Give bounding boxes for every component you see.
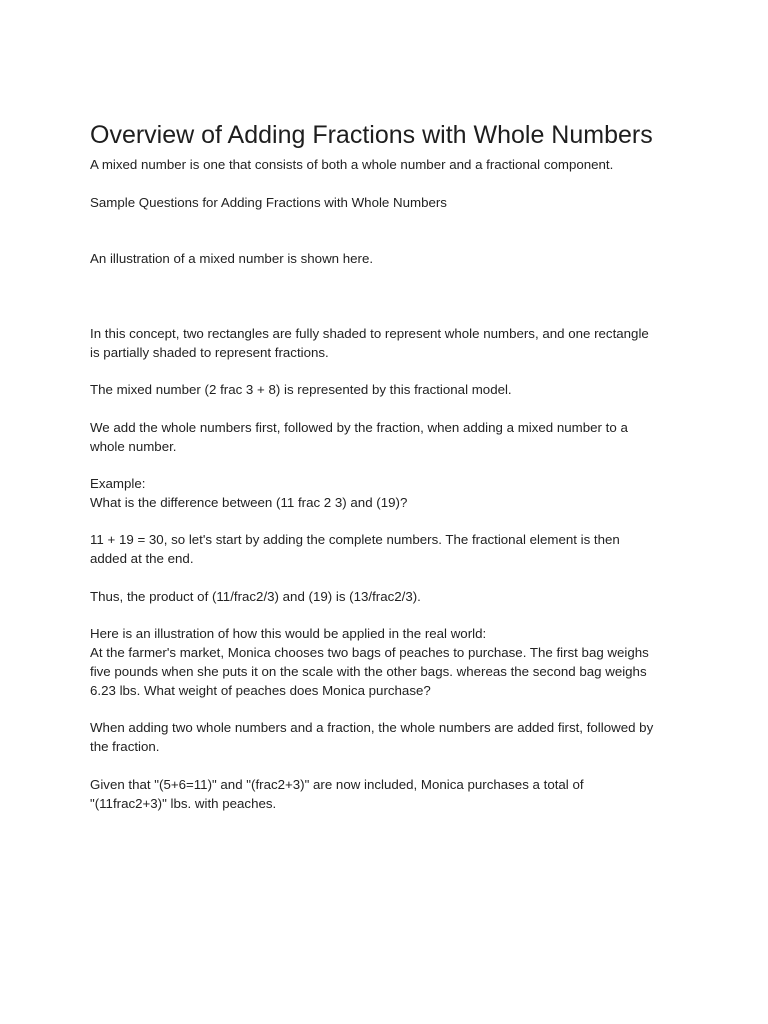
intro-text: A mixed number is one that consists of both a whole number and a fractional component. [90,157,614,172]
realworld-line-1: At the farmer's market, Monica chooses two bags of peaches to purchase. The first bag weighs [90,645,649,660]
illustration-note: An illustration of a mixed number is shown here. [90,251,374,266]
step-line-2: added at the end. [90,551,194,566]
concept-line-2: is partially shaded to represent fractions. [90,345,329,360]
method-line-1: We add the whole numbers first, followed by the fraction, when adding a mixed number to a [90,420,628,435]
example-question: What is the difference between (11 frac 2 3) and (19)? [90,495,408,510]
step-line-1: 11 + 19 = 30, so let's start by adding the complete numbers. The fractional element is then [90,532,620,547]
realworld-line-3: 6.23 lbs. What weight of peaches does Monica purchase? [90,683,431,698]
rule-line-1: When adding two whole numbers and a fraction, the whole numbers are added first, followed by [90,720,654,735]
realworld-intro: Here is an illustration of how this would be applied in the real world: [90,626,487,641]
answer-line-2: "(11frac2+3)" lbs. with peaches. [90,796,277,811]
realworld-line-2: five pounds when she puts it on the scale with the other bags. whereas the second bag weighs [90,664,647,679]
rule-line-2: the fraction. [90,739,160,754]
method-line-2: whole number. [90,439,177,454]
page-title: Overview of Adding Fractions with Whole Numbers [90,121,653,149]
sample-questions-heading: Sample Questions for Adding Fractions with Whole Numbers [90,195,447,210]
answer-line-1: Given that "(5+6=11)" and "(frac2+3)" are now included, Monica purchases a total of [90,777,584,792]
model-note: The mixed number (2 frac 3 + 8) is represented by this fractional model. [90,382,512,397]
example-label: Example: [90,476,146,491]
result-text: Thus, the product of (11/frac2/3) and (19) is (13/frac2/3). [90,589,421,604]
concept-line-1: In this concept, two rectangles are fully shaded to represent whole numbers, and one rectangle [90,326,649,341]
